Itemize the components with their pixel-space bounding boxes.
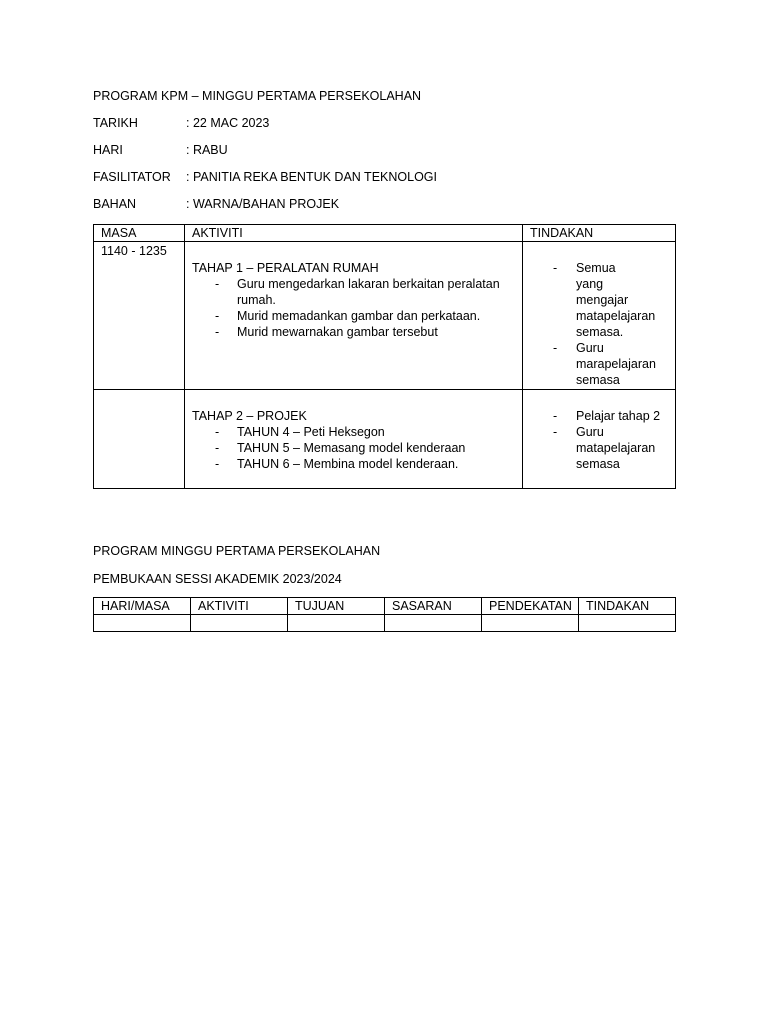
header-masa: MASA: [94, 225, 185, 242]
header-sasaran: SASARAN: [385, 598, 482, 615]
program-title-2: PROGRAM MINGGU PERTAMA PERSEKOLAHAN: [93, 544, 381, 558]
table-row: [94, 390, 676, 489]
header-hari-masa: HARI/MASA: [94, 598, 191, 615]
program-title: PROGRAM KPM – MINGGU PERTAMA PERSEKOLAHAN: [93, 89, 422, 103]
program-subtitle-2: PEMBUKAAN SESSI AKADEMIK 2023/2024: [93, 572, 342, 586]
meta-hari: [93, 142, 228, 158]
table-header-row: [94, 598, 676, 615]
table-row: [94, 242, 676, 390]
masa-cell: [94, 390, 185, 489]
meta-key: TARIKH: [93, 116, 138, 130]
tindakan-cell: [523, 390, 676, 489]
aktiviti-cell: [185, 242, 523, 390]
header-tujuan: TUJUAN: [288, 598, 385, 615]
list-item: - TAHUN 6 – Membina model kenderaan.: [192, 456, 515, 472]
list-item: - TAHUN 5 – Memasang model kenderaan: [192, 440, 515, 456]
meta-value: : PANITIA REKA BENTUK DAN TEKNOLOGI: [186, 170, 437, 184]
empty-cell: [191, 615, 288, 632]
aktiviti-cell: [185, 390, 523, 489]
meta-key: BAHAN: [93, 197, 137, 211]
meta-value: : RABU: [186, 143, 228, 157]
list-item: - Semua yang mengajar matapelajaran semasa.: [530, 260, 644, 340]
masa-cell: 1140 - 1235: [94, 242, 185, 390]
meta-value: : 22 MAC 2023: [186, 116, 270, 130]
tindakan-cell: [523, 242, 676, 390]
meta-value: : WARNA/BAHAN PROJEK: [186, 197, 340, 211]
stage-title: TAHAP 1 – PERALATAN RUMAH: [192, 261, 379, 275]
activity-list: [192, 424, 515, 472]
activity-list: [192, 276, 515, 340]
list-item: - Murid mewarnakan gambar tersebut: [192, 324, 515, 340]
table-header-row: [94, 225, 676, 242]
tindakan-list: [530, 260, 656, 388]
empty-cell: [385, 615, 482, 632]
meta-key: FASILITATOR: [93, 170, 171, 184]
list-item: - TAHUN 4 – Peti Heksegon: [192, 424, 515, 440]
empty-cell: [579, 615, 676, 632]
meta-tarikh: [93, 115, 269, 131]
meta-key: HARI: [93, 143, 123, 157]
activity-table: [93, 224, 676, 489]
list-item: - Guru mengedarkan lakaran berkaitan peralatan rumah.: [192, 276, 515, 308]
meta-bahan: [93, 196, 339, 212]
empty-cell: [288, 615, 385, 632]
tindakan-list: [530, 408, 668, 472]
stage-title: TAHAP 2 – PROJEK: [192, 409, 307, 423]
header-pendekatan: PENDEKATAN: [482, 598, 579, 615]
header-aktiviti: AKTIVITI: [185, 225, 523, 242]
meta-fasilitator: [93, 169, 437, 185]
list-item: - Pelajar tahap 2: [530, 408, 668, 424]
header-tindakan: TINDAKAN: [523, 225, 676, 242]
list-item: - Guru matapelajaran semasa: [530, 424, 644, 472]
list-item: - Guru marapelajaran semasa: [530, 340, 644, 388]
table-row: [94, 615, 676, 632]
schedule-table: [93, 597, 676, 632]
empty-cell: [482, 615, 579, 632]
empty-cell: [94, 615, 191, 632]
header-aktiviti: AKTIVITI: [191, 598, 288, 615]
list-item: - Murid memadankan gambar dan perkataan.: [192, 308, 515, 324]
header-tindakan: TINDAKAN: [579, 598, 676, 615]
